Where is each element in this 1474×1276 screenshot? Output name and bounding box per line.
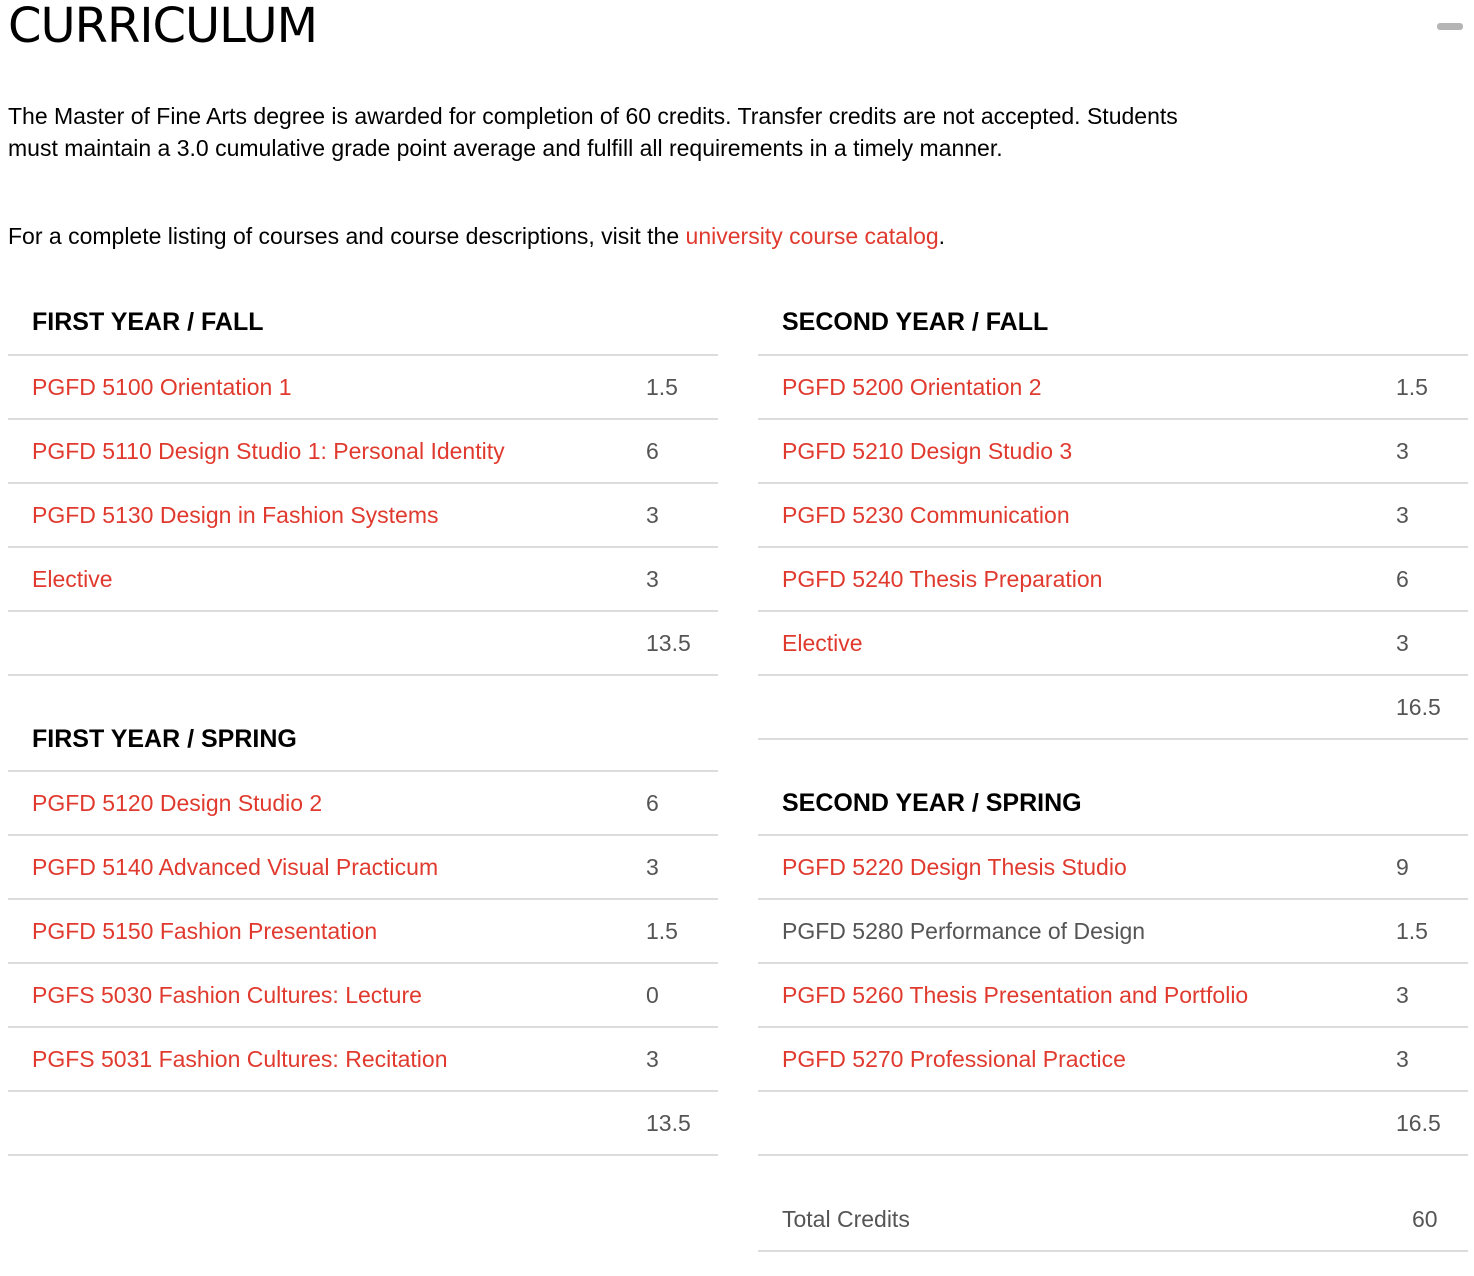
second-year-column xyxy=(758,290,1468,1252)
first-fall-heading: FIRST YEAR / FALL xyxy=(8,290,718,356)
course-credits: 3 xyxy=(1396,437,1409,464)
course-row xyxy=(758,1028,1468,1092)
course-credits: 1.5 xyxy=(646,373,678,400)
semester-total-row xyxy=(8,612,718,676)
course-credits: 3 xyxy=(1396,501,1409,528)
semester-total: 16.5 xyxy=(1396,1109,1441,1136)
total-credits-value: 60 xyxy=(1412,1205,1438,1232)
second-spring-heading: SECOND YEAR / SPRING xyxy=(758,772,1468,836)
course-row xyxy=(8,548,718,612)
course-link[interactable]: PGFD 5130 Design in Fashion Systems xyxy=(32,501,439,528)
course-credits: 3 xyxy=(1396,981,1409,1008)
section-gap xyxy=(8,676,718,708)
course-name: PGFD 5280 Performance of Design xyxy=(782,917,1146,944)
first-spring-heading: FIRST YEAR / SPRING xyxy=(8,708,718,772)
course-credits: 3 xyxy=(646,565,659,592)
course-link[interactable]: PGFD 5110 Design Studio 1: Personal Identity xyxy=(32,437,505,464)
intro-paragraph: The Master of Fine Arts degree is awarded for completion of 60 credits. Transfer credits are not accepted. Students must maintain a 3.0 cumulative grade point average and fulfill all requirements in a timely manner. xyxy=(8,103,1178,161)
course-link[interactable]: PGFD 5120 Design Studio 2 xyxy=(32,789,323,816)
course-credits: 6 xyxy=(646,437,659,464)
course-credits: 3 xyxy=(1396,1045,1409,1072)
course-link[interactable]: PGFD 5260 Thesis Presentation and Portfolio xyxy=(782,981,1249,1008)
course-credits: 3 xyxy=(1396,629,1409,656)
course-credits: 1.5 xyxy=(1396,373,1428,400)
course-credits: 6 xyxy=(1396,565,1409,592)
course-credits: 3 xyxy=(646,501,659,528)
course-row xyxy=(8,900,718,964)
total-credits-label: Total Credits xyxy=(782,1205,910,1232)
section-gap xyxy=(758,740,1468,772)
course-credits: 1.5 xyxy=(646,917,678,944)
semester-total: 16.5 xyxy=(1396,693,1441,720)
course-row xyxy=(758,836,1468,900)
course-catalog-link[interactable]: university course catalog xyxy=(685,223,939,249)
course-link[interactable]: PGFD 5150 Fashion Presentation xyxy=(32,917,378,944)
course-credits: 9 xyxy=(1396,853,1409,880)
first-year-column xyxy=(8,290,718,1156)
semester-total-row xyxy=(758,1092,1468,1156)
catalog-paragraph xyxy=(8,220,945,252)
course-row xyxy=(8,356,718,420)
course-credits: 1.5 xyxy=(1396,917,1428,944)
course-row xyxy=(8,484,718,548)
course-link[interactable]: PGFD 5210 Design Studio 3 xyxy=(782,437,1073,464)
semester-total: 13.5 xyxy=(646,629,691,656)
course-credits: 3 xyxy=(646,1045,659,1072)
total-credits-row xyxy=(758,1188,1468,1252)
page-title: CURRICULUM xyxy=(8,0,318,54)
course-credits: 6 xyxy=(646,789,659,816)
semester-total-row xyxy=(758,676,1468,740)
course-row xyxy=(758,356,1468,420)
course-link[interactable]: PGFD 5230 Communication xyxy=(782,501,1070,528)
semester-total: 13.5 xyxy=(646,1109,691,1136)
course-row xyxy=(8,964,718,1028)
course-link[interactable]: PGFS 5031 Fashion Cultures: Recitation xyxy=(32,1045,448,1072)
course-link[interactable]: PGFD 5220 Design Thesis Studio xyxy=(782,853,1127,880)
course-row xyxy=(758,900,1468,964)
catalog-prefix: For a complete listing of courses and course descriptions, visit the xyxy=(8,223,686,249)
course-link[interactable]: Elective xyxy=(32,565,113,592)
course-row xyxy=(758,484,1468,548)
course-link[interactable]: PGFD 5270 Professional Practice xyxy=(782,1045,1126,1072)
course-link[interactable]: PGFD 5200 Orientation 2 xyxy=(782,373,1042,400)
course-link[interactable]: Elective xyxy=(782,629,863,656)
course-link[interactable]: PGFD 5100 Orientation 1 xyxy=(32,373,292,400)
course-row xyxy=(8,772,718,836)
course-row xyxy=(8,420,718,484)
course-row xyxy=(8,836,718,900)
course-link[interactable]: PGFD 5240 Thesis Preparation xyxy=(782,565,1103,592)
catalog-suffix: . xyxy=(938,223,946,249)
minus-icon[interactable] xyxy=(1437,23,1463,30)
course-row xyxy=(758,964,1468,1028)
course-row xyxy=(758,612,1468,676)
course-credits: 0 xyxy=(646,981,659,1008)
course-row xyxy=(758,420,1468,484)
semester-total-row xyxy=(8,1092,718,1156)
course-link[interactable]: PGFS 5030 Fashion Cultures: Lecture xyxy=(32,981,422,1008)
course-row xyxy=(8,1028,718,1092)
course-link[interactable]: PGFD 5140 Advanced Visual Practicum xyxy=(32,853,439,880)
second-fall-heading: SECOND YEAR / FALL xyxy=(758,290,1468,356)
course-credits: 3 xyxy=(646,853,659,880)
course-row xyxy=(758,548,1468,612)
